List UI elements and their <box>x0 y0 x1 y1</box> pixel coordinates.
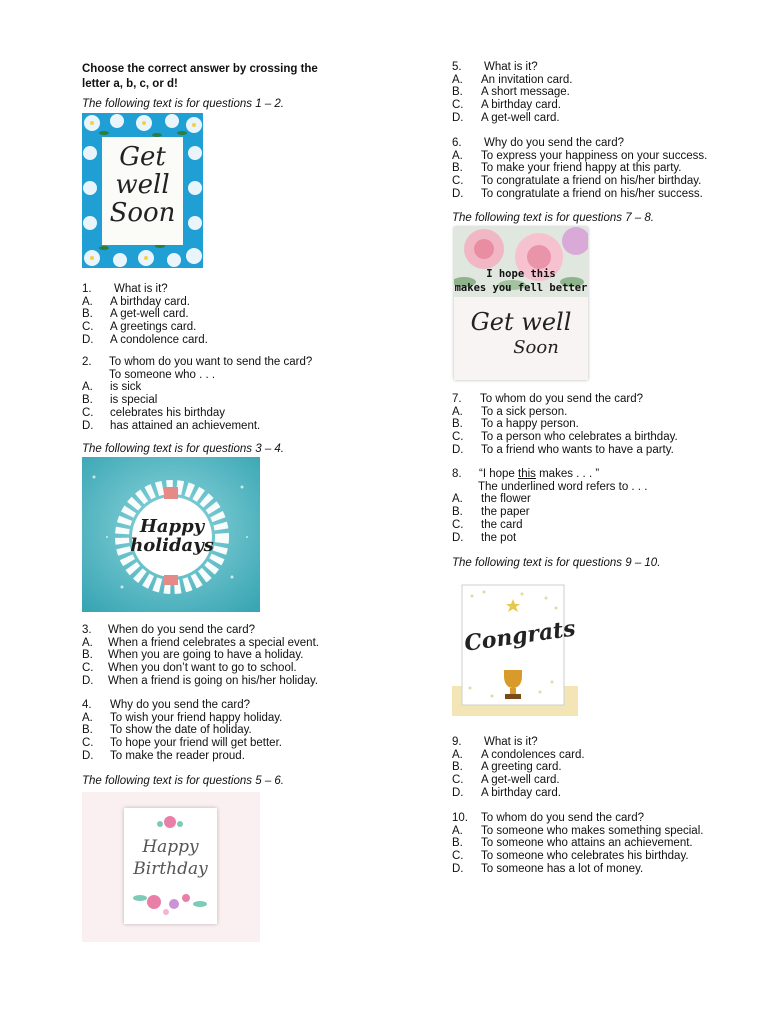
happy-birthday-card-text <box>124 836 217 880</box>
option-d[interactable]: D. To someone has a lot of money. <box>452 862 644 875</box>
card-word: holidays <box>130 535 214 556</box>
question-6 <box>452 137 707 201</box>
get-well-card-text <box>102 143 183 227</box>
card-word: Soon <box>513 337 559 358</box>
card-word: Happy <box>142 837 199 857</box>
intro-q1-2: The following text is for questions 1 – 2. <box>82 98 284 110</box>
option-c[interactable]: C. To hope your friend will get better. <box>82 737 282 750</box>
option-d[interactable]: D. To a friend who wants to have a party. <box>452 443 674 456</box>
option-a[interactable]: A. To wish your friend happy holiday. <box>82 711 283 724</box>
option-c[interactable]: C. A birthday card. <box>452 99 561 112</box>
option-d[interactable]: D. A birthday card. <box>452 786 561 799</box>
option-b[interactable]: B. A get-well card. <box>82 308 189 321</box>
get-well-card-image <box>82 113 203 268</box>
question-number: 9. <box>452 736 462 748</box>
option-c[interactable]: C. celebrates his birthday <box>82 406 226 419</box>
question-text: What is it? <box>484 736 538 748</box>
option-a[interactable]: A. When a friend celebrates a special event. <box>82 636 319 649</box>
intro-q7-8: The following text is for questions 7 – 8. <box>452 212 654 224</box>
option-d[interactable]: D. To make the reader proud. <box>82 749 245 762</box>
question-4 <box>82 699 282 763</box>
hope-get-well-card-image <box>454 227 588 380</box>
congrats-card-image <box>452 578 578 716</box>
hope-card-script <box>454 309 588 361</box>
question-text: What is it? <box>114 283 168 295</box>
question-text: Why do you send the card? <box>484 137 624 149</box>
card-word: Birthday <box>133 859 208 879</box>
question-8 <box>452 468 647 544</box>
question-number: 6. <box>452 137 462 149</box>
option-a[interactable]: A. An invitation card. <box>452 73 573 86</box>
question-5 <box>452 61 572 125</box>
question-text: To whom do you send the card? <box>480 393 644 405</box>
birthday-card-paper <box>124 808 217 924</box>
option-c[interactable]: C. To a person who celebrates a birthday. <box>452 431 678 444</box>
option-b[interactable]: B. To show the date of holiday. <box>82 724 252 737</box>
option-a[interactable]: A. the flower <box>452 493 531 506</box>
option-a[interactable]: A. A condolences card. <box>452 748 585 761</box>
question-subtext: To someone who . . . <box>109 368 216 381</box>
underlined-word: this <box>518 468 536 480</box>
question-text: Why do you send the card? <box>110 699 250 711</box>
question-1 <box>82 283 208 347</box>
option-d[interactable]: D. To congratulate a friend on his/her success. <box>452 187 703 200</box>
card-word: Soon <box>109 198 176 228</box>
congrats-card-text: Congrats <box>462 615 578 657</box>
option-b[interactable]: B. To make your friend happy at this party. <box>452 162 682 175</box>
question-text: To whom do you send the card? <box>481 812 645 824</box>
question-subtext: The underlined word refers to . . . <box>478 480 648 493</box>
option-d[interactable]: D. A condolence card. <box>82 333 208 346</box>
question-number: 5. <box>452 61 462 73</box>
question-number: 7. <box>452 393 462 405</box>
option-c[interactable]: C. the card <box>452 518 523 531</box>
option-a[interactable]: A. A birthday card. <box>82 295 190 308</box>
happy-holidays-card-text <box>130 517 214 555</box>
instruction-line: letter a, b, c, or d! <box>82 78 178 90</box>
option-a[interactable]: A. To a sick person. <box>452 405 568 418</box>
question-number: 1. <box>82 283 92 295</box>
option-d[interactable]: D. A get-well card. <box>452 111 560 124</box>
question-text: “I hope this makes . . . ” <box>479 468 600 480</box>
option-c[interactable]: C. To someone who celebrates his birthday. <box>452 850 689 863</box>
question-number: 8. <box>452 468 462 480</box>
option-b[interactable]: B. A short message. <box>452 86 570 99</box>
question-number: 3. <box>82 624 92 636</box>
question-text: To whom do you want to send the card? <box>109 356 313 368</box>
option-b[interactable]: B. When you are going to have a holiday. <box>82 649 304 662</box>
card-word: Get <box>119 142 166 172</box>
option-a[interactable]: A. To someone who makes something special. <box>452 824 704 837</box>
option-c[interactable]: C. A greetings card. <box>82 321 197 334</box>
intro-q5-6: The following text is for questions 5 – 6. <box>82 775 284 787</box>
option-b[interactable]: B. the paper <box>452 506 530 519</box>
option-d[interactable]: D. has attained an achievement. <box>82 419 261 432</box>
question-text: What is it? <box>484 61 538 73</box>
intro-q9-10: The following text is for questions 9 – 10. <box>452 557 661 569</box>
question-number: 2. <box>82 356 92 368</box>
option-a[interactable]: A. is sick <box>82 381 142 394</box>
question-text: When do you send the card? <box>108 624 256 636</box>
card-word: Get well <box>470 308 572 336</box>
happy-birthday-card-image <box>82 792 260 942</box>
instruction <box>82 62 318 92</box>
option-b[interactable]: B. is special <box>82 394 158 407</box>
hope-card-caption <box>454 267 588 295</box>
question-10 <box>452 812 703 876</box>
option-c[interactable]: C. When you don’t want to go to school. <box>82 662 297 675</box>
card-line: I hope this <box>486 268 556 280</box>
option-d[interactable]: D. the pot <box>452 531 517 544</box>
happy-holidays-card-image <box>82 457 260 612</box>
option-c[interactable]: C. To congratulate a friend on his/her birthday. <box>452 175 702 188</box>
option-d[interactable]: D. When a friend is going on his/her holiday. <box>82 674 319 687</box>
question-number: 4. <box>82 699 92 711</box>
option-b[interactable]: B. A greeting card. <box>452 761 562 774</box>
question-9 <box>452 736 585 800</box>
question-number: 10. <box>452 812 468 824</box>
instruction-line: Choose the correct answer by crossing the <box>82 63 318 75</box>
card-line: makes you fell better <box>454 282 588 294</box>
question-7 <box>452 393 678 457</box>
question-2 <box>82 356 312 432</box>
intro-q3-4: The following text is for questions 3 – 4. <box>82 443 284 455</box>
option-c[interactable]: C. A get-well card. <box>452 774 560 787</box>
option-b[interactable]: B. To a happy person. <box>452 418 579 431</box>
option-b[interactable]: B. To someone who attains an achievement. <box>452 837 693 850</box>
card-word: well <box>115 170 170 200</box>
option-a[interactable]: A. To express your happiness on your success. <box>452 149 708 162</box>
question-3 <box>82 624 319 688</box>
card-word: Happy <box>139 516 205 537</box>
